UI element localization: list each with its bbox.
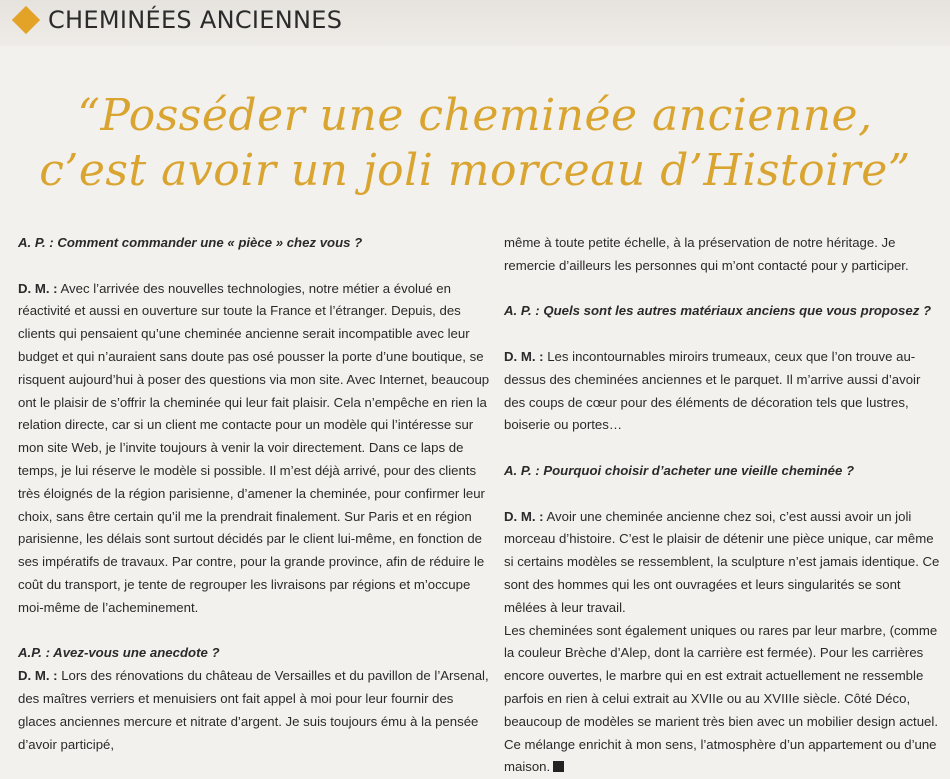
answer-1-text: Avec l’arrivée des nouvelles technologies, notre métier a évolué en réactivité et aussi en ouverture sur toute la France et l’étranger. Depuis, des clients qui pensaient qu’une cheminée ancienne serait incompatible avec leur budget et qui n’auraient sans doute pas osé pousser la porte d’une boutique, se risquent aujourd’hui à poser des questions via mon site. Avec Internet, beaucoup ont le plaisir de s’offrir la cheminée qui leur fait plaisir. Cela n’empêche en rien la relation directe, car si un client me contacte pour un modèle qui l’intéresse sur mon site Web, je l’invite toujours à venir la voir directement. Dans ce laps de temps, je lui réserve le modèle si possible. Il m’est déjà arrivé, pour des clients très éloignés de la région parisienne, d’amener la cheminée, pour confirmer leur choix, sans être certain qu’il me la prendrait finalement. Sur Paris et en région parisienne, les délais sont surtout décidés par le client lui-même, en fonction de ses impératifs de travaux. Par contre, pour la grande province, afin de réduire le coût du transport, je tente de regrouper les livraisons par régions et m’occupe moi-même de l’acheminement. [18,280,490,615]
question-1: A. P. : Comment commander une « pièce » chez vous ? [18,235,363,250]
diamond-bullet-icon [12,6,40,34]
section-header [6,4,342,36]
speaker-label: D. M. : [504,508,544,524]
answer-4-paragraph-2: Les cheminées sont également uniques ou rares par leur marbre, (comme la couleur Brèche d’Alep, dont la carrière est fermée). Pour les carrières encore ouvertes, le marbre qui en est extrait actuellement ne ressemble parfois en rien à celui extrait au XVIIe ou au XVIIIe siècle. Côté Déco, beaucoup de modèles se marient très bien avec un mobilier design actuel. Ce mélange enrichit à mon sens, l’atmosphère d’un appartement ou d’une maison. [504,622,938,775]
pull-quote-line-2: c’est avoir un joli morceau d’Histoire” [39,145,911,196]
answer-3 [504,346,944,437]
pull-quote [0,88,950,198]
question-2: A.P. : Avez-vous une anecdote ? [18,645,220,661]
end-of-article-icon [553,761,564,772]
left-column [18,232,490,756]
question-4: A. P. : Pourquoi choisir d’acheter une vieille cheminée ? [504,462,855,478]
question-3: A. P. : Quels sont les autres matériaux anciens que vous proposez ? [504,303,932,319]
answer-4-text: Avoir une cheminée ancienne chez soi, c’est aussi avoir un joli morceau d’histoire. C’est le plaisir de détenir une pièce unique, car même si certains modèles se ressemblent, la sculpture n’est jamais identique. Ce sont des hommes qui les ont ouvragées et leurs singularités se sont mêlées à leur travail. [504,508,940,615]
speaker-label: D. M. : [18,280,58,296]
answer-2-continued: même à toute petite échelle, à la préservation de notre héritage. Je remercie d’ailleurs les personnes qui m’ont contacté pour y participer. [504,235,909,273]
section-title: CHEMINÉES ANCIENNES [48,6,343,34]
speaker-label: D. M. : [504,348,544,364]
answer-4 [504,506,944,620]
pull-quote-line-1: “Posséder une cheminée ancienne, [77,90,873,141]
right-column [504,232,944,779]
answer-3-text: Les incontournables miroirs trumeaux, ceux que l’on trouve au-dessus des cheminées anciennes et le parquet. Il m’arrive aussi d’avoir des coups de cœur pour des éléments de décoration tels que lustres, boiserie ou portes… [504,348,921,433]
answer-2 [18,665,490,756]
answer-2-text: Lors des rénovations du château de Versailles et du pavillon de l’Arsenal, des maîtres verriers et menuisiers ont fait appel à moi pour leur fournir des glaces anciennes mercure et nitrate d’argent. Je suis toujours ému à la pensée d’avoir participé, [18,668,489,752]
speaker-label: D. M. : [18,668,58,684]
answer-1 [18,278,490,620]
